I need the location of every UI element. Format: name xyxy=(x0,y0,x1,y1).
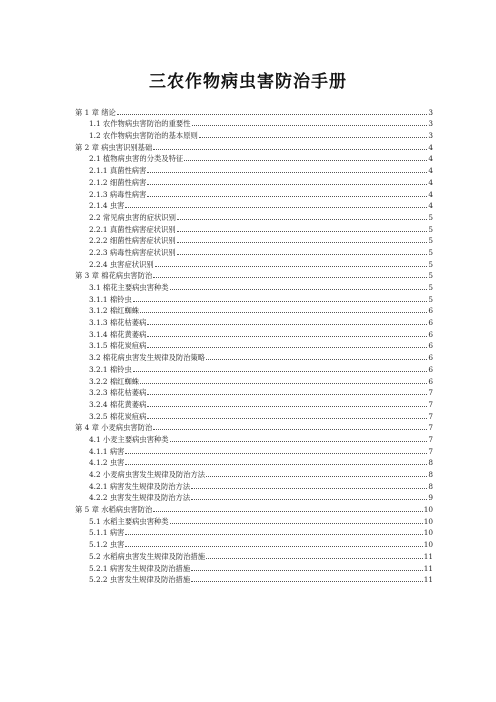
toc-dot-leader xyxy=(177,254,428,255)
toc-entry-label: 3.2.3 棉花枯萎病 xyxy=(89,388,147,398)
toc-page-number: 6 xyxy=(428,364,433,374)
toc-entry-label: 3.1.1 棉铃虫 xyxy=(89,294,132,304)
toc-entry-label: 4.1 小麦主要病虫害种类 xyxy=(89,434,169,444)
toc-dot-leader xyxy=(147,336,427,337)
toc-dot-leader xyxy=(153,149,427,150)
toc-section-entry[interactable] xyxy=(75,210,433,222)
toc-dot-leader xyxy=(192,125,428,126)
toc-chapter-entry[interactable] xyxy=(75,105,433,117)
toc-section-entry[interactable] xyxy=(75,175,433,187)
toc-entry-label: 5.1.1 病害 xyxy=(89,528,125,538)
toc-dot-leader xyxy=(125,207,427,208)
document-title: 三农作物病虫害防治手册 xyxy=(149,72,347,92)
toc-page-number: 7 xyxy=(428,423,433,433)
toc-chapter-entry[interactable] xyxy=(75,140,433,152)
toc-page-number: 7 xyxy=(428,434,433,444)
toc-section-entry[interactable] xyxy=(75,409,433,421)
toc-entry-label: 第 3 章 棉花病虫害防治 xyxy=(75,271,153,281)
toc-entry-label: 2.1.3 病毒性病害 xyxy=(89,189,147,199)
toc-page-number: 10 xyxy=(423,528,433,538)
toc-dot-leader xyxy=(177,219,427,220)
toc-entry-label: 3.2.5 棉花炭疽病 xyxy=(89,411,147,421)
toc-dot-leader xyxy=(199,137,428,138)
toc-dot-leader xyxy=(133,371,428,372)
toc-page-number: 4 xyxy=(428,142,433,152)
toc-page-number: 11 xyxy=(423,575,433,585)
toc-section-entry[interactable] xyxy=(75,327,433,339)
toc-entry-label: 2.1 植物病虫害的分类及特征 xyxy=(89,154,184,164)
toc-dot-leader xyxy=(147,406,427,407)
toc-entry-label: 1.1 农作物病虫害防治的重要性 xyxy=(89,119,191,129)
toc-section-entry[interactable] xyxy=(75,467,433,479)
toc-section-entry[interactable] xyxy=(75,537,433,549)
toc-entry-label: 4.1.1 病害 xyxy=(89,446,125,456)
toc-dot-leader xyxy=(177,242,428,243)
toc-chapter-entry[interactable] xyxy=(75,502,433,514)
toc-section-entry[interactable] xyxy=(75,163,433,175)
toc-entry-label: 3.2 棉花病虫害发生规律及防治策略 xyxy=(89,353,206,363)
toc-page-number: 5 xyxy=(428,224,433,234)
toc-section-entry[interactable] xyxy=(75,128,433,140)
toc-page-number: 6 xyxy=(428,318,433,328)
toc-dot-leader xyxy=(206,476,427,477)
toc-dot-leader xyxy=(155,266,428,267)
toc-dot-leader xyxy=(153,277,427,278)
toc-entry-label: 5.1.2 虫害 xyxy=(89,540,125,550)
toc-section-entry[interactable] xyxy=(75,199,433,211)
toc-chapter-entry[interactable] xyxy=(75,269,433,281)
toc-section-entry[interactable] xyxy=(75,479,433,491)
toc-page-number: 8 xyxy=(428,481,433,491)
toc-dot-leader xyxy=(147,394,427,395)
toc-dot-leader xyxy=(147,418,427,419)
toc-entry-label: 4.2.2 虫害发生规律及防治方法 xyxy=(89,493,191,503)
toc-entry-label: 5.1 水稻主要病虫害种类 xyxy=(89,516,169,526)
toc-section-entry[interactable] xyxy=(75,152,433,164)
toc-page-number: 4 xyxy=(428,201,433,211)
toc-page-number: 5 xyxy=(428,247,433,257)
toc-page-number: 4 xyxy=(428,154,433,164)
toc-dot-leader xyxy=(147,196,427,197)
toc-section-entry[interactable] xyxy=(75,549,433,561)
toc-entry-label: 2.2.3 病毒性病害症状识别 xyxy=(89,247,176,257)
toc-section-entry[interactable] xyxy=(75,222,433,234)
toc-dot-leader xyxy=(191,570,423,571)
toc-section-entry[interactable] xyxy=(75,245,433,257)
toc-dot-leader xyxy=(140,383,427,384)
toc-entry-label: 4.2.1 病害发生规律及防治方法 xyxy=(89,481,191,491)
toc-page-number: 6 xyxy=(428,341,433,351)
toc-page-number: 7 xyxy=(428,399,433,409)
toc-page-number: 3 xyxy=(428,107,433,117)
toc-dot-leader xyxy=(125,464,427,465)
toc-page-number: 5 xyxy=(428,259,433,269)
toc-section-entry[interactable] xyxy=(75,573,433,585)
toc-entry-label: 第 5 章 水稻病虫害防治 xyxy=(75,505,153,515)
toc-section-entry[interactable] xyxy=(75,362,433,374)
toc-dot-leader xyxy=(206,558,423,559)
toc-chapter-entry[interactable] xyxy=(75,421,433,433)
toc-entry-label: 1.2 农作物病虫害防治的基本原则 xyxy=(89,131,198,141)
toc-section-entry[interactable] xyxy=(75,304,433,316)
toc-section-entry[interactable] xyxy=(75,315,433,327)
toc-entry-label: 5.2 水稻病虫害发生规律及防治措施 xyxy=(89,551,206,561)
toc-page-number: 10 xyxy=(423,540,433,550)
toc-section-entry[interactable] xyxy=(75,397,433,409)
toc-page-number: 5 xyxy=(428,212,433,222)
toc-section-entry[interactable] xyxy=(75,350,433,362)
toc-dot-leader xyxy=(125,534,422,535)
toc-section-entry[interactable] xyxy=(75,514,433,526)
toc-page-number: 10 xyxy=(423,516,433,526)
toc-page-number: 6 xyxy=(428,329,433,339)
toc-page-number: 5 xyxy=(428,271,433,281)
toc-dot-leader xyxy=(147,184,427,185)
toc-page-number: 8 xyxy=(428,458,433,468)
toc-entry-label: 第 4 章 小麦病虫害防治 xyxy=(75,423,153,433)
toc-section-entry[interactable] xyxy=(75,117,433,129)
toc-entry-label: 3.1.3 棉花枯萎病 xyxy=(89,318,147,328)
toc-entry-label: 2.2.1 真菌性病害症状识别 xyxy=(89,224,176,234)
toc-page-number: 5 xyxy=(428,236,433,246)
toc-section-entry[interactable] xyxy=(75,280,433,292)
toc-entry-label: 3.1.4 棉花黄萎病 xyxy=(89,329,147,339)
toc-page-number: 7 xyxy=(428,388,433,398)
toc-entry-label: 2.2.2 细菌性病害症状识别 xyxy=(89,236,176,246)
toc-page-number: 9 xyxy=(428,493,433,503)
toc-dot-leader xyxy=(170,441,428,442)
toc-entry-label: 第 2 章 病虫害识别基础 xyxy=(75,142,153,152)
toc-entry-label: 5.2.1 病害发生规律及防治措施 xyxy=(89,563,191,573)
toc-page-number: 7 xyxy=(428,411,433,421)
toc-section-entry[interactable] xyxy=(75,257,433,269)
toc-section-entry[interactable] xyxy=(75,432,433,444)
toc-entry-label: 2.1.2 细菌性病害 xyxy=(89,177,147,187)
toc-dot-leader xyxy=(206,359,427,360)
toc-dot-leader xyxy=(125,546,422,547)
toc-dot-leader xyxy=(147,172,427,173)
toc-section-entry[interactable] xyxy=(75,234,433,246)
toc-dot-leader xyxy=(133,301,428,302)
toc-entry-label: 3.1 棉花主要病虫害种类 xyxy=(89,283,169,292)
table-of-contents xyxy=(75,105,433,584)
toc-dot-leader xyxy=(184,160,427,161)
toc-dot-leader xyxy=(140,312,427,313)
toc-entry-label: 2.2 常见病虫害的症状识别 xyxy=(89,212,176,222)
toc-dot-leader xyxy=(191,488,427,489)
toc-section-entry[interactable] xyxy=(75,444,433,456)
toc-entry-label: 4.2 小麦病虫害发生规律及防治方法 xyxy=(89,470,206,479)
toc-page-number: 5 xyxy=(428,283,433,292)
toc-entry-label: 3.2.2 棉红蜘蛛 xyxy=(89,376,140,386)
toc-entry-label: 2.1.4 虫害 xyxy=(89,201,125,211)
toc-entry-label: 3.2.1 棉铃虫 xyxy=(89,364,132,374)
toc-page-number: 8 xyxy=(428,470,433,479)
toc-dot-leader xyxy=(170,289,428,290)
toc-page-number: 6 xyxy=(428,376,433,386)
toc-section-entry[interactable] xyxy=(75,491,433,503)
toc-page-number: 5 xyxy=(428,294,433,304)
toc-entry-label: 3.1.5 棉花炭疽病 xyxy=(89,341,147,351)
toc-entry-label: 3.2.4 棉花黄萎病 xyxy=(89,399,147,409)
toc-entry-label: 3.1.2 棉红蜘蛛 xyxy=(89,306,140,316)
toc-page-number: 6 xyxy=(428,353,433,363)
toc-dot-leader xyxy=(125,453,427,454)
toc-dot-leader xyxy=(147,324,427,325)
toc-section-entry[interactable] xyxy=(75,561,433,573)
toc-entry-label: 第 1 章 绪论 xyxy=(75,107,116,117)
toc-entry-label: 4.1.2 虫害 xyxy=(89,458,125,468)
toc-dot-leader xyxy=(170,523,423,524)
toc-page-number: 11 xyxy=(423,551,433,561)
toc-entry-label: 5.2.2 虫害发生规律及防治措施 xyxy=(89,575,191,585)
toc-section-entry[interactable] xyxy=(75,526,433,538)
toc-dot-leader xyxy=(153,511,422,512)
toc-page-number: 11 xyxy=(423,563,433,573)
toc-section-entry[interactable] xyxy=(75,374,433,386)
toc-section-entry[interactable] xyxy=(75,456,433,468)
toc-page-number: 6 xyxy=(428,306,433,316)
toc-page-number: 4 xyxy=(428,166,433,176)
toc-dot-leader xyxy=(191,581,423,582)
toc-dot-leader xyxy=(177,231,428,232)
toc-page-number: 3 xyxy=(428,119,433,129)
toc-section-entry[interactable] xyxy=(75,187,433,199)
toc-dot-leader xyxy=(147,347,427,348)
toc-section-entry[interactable] xyxy=(75,292,433,304)
toc-page-number: 3 xyxy=(428,131,433,141)
toc-section-entry[interactable] xyxy=(75,386,433,398)
toc-dot-leader xyxy=(153,429,427,430)
toc-dot-leader xyxy=(117,114,428,115)
toc-dot-leader xyxy=(191,499,427,500)
toc-page-number: 10 xyxy=(423,505,433,515)
toc-page-number: 7 xyxy=(428,446,433,456)
toc-entry-label: 2.2.4 虫害症状识别 xyxy=(89,259,154,269)
toc-page-number: 4 xyxy=(428,177,433,187)
toc-section-entry[interactable] xyxy=(75,339,433,351)
toc-entry-label: 2.1.1 真菌性病害 xyxy=(89,166,147,176)
toc-page-number: 4 xyxy=(428,189,433,199)
